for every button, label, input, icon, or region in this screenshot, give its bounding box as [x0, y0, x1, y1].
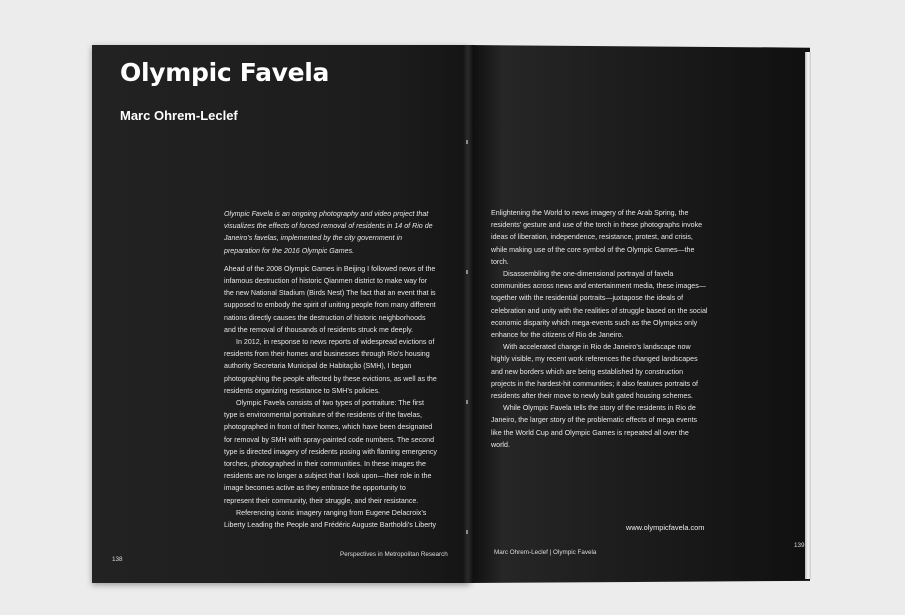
page-number-left: 138 [112, 556, 123, 563]
binding-stitch [466, 400, 468, 404]
right-text-column [491, 207, 708, 451]
binding-stitch [466, 270, 468, 274]
article-author: Marc Ohrem-Leclef [120, 108, 238, 123]
left-text-column [224, 208, 437, 531]
running-footer-right: Marc Ohrem-Leclef | Olympic Favela [494, 549, 597, 556]
body-paragraph: Referencing iconic imagery ranging from Eugene Delacroix’s Liberty Leading the People and Frédéric Auguste Bartholdi’s Liberty [224, 508, 437, 530]
project-url: www.olympicfavela.com [626, 523, 705, 532]
book-spine [462, 45, 474, 583]
body-paragraph: Ahead of the 2008 Olympic Games in Beijing I followed news of the infamous destruction of historic Qianmen district to make way for the new National Stadium (Birds Nest) The fact that an event that is supposed to embody the spirit of uniting people from many different nations directly causes the destruction of historic neighborhoods and the removal of thousands of residents struck me deeply. [224, 264, 436, 334]
intro-paragraph: Olympic Favela is an ongoing photography and video project that visualizes the effects of forced removal of residents in 14 of Rio de Janeiro’s favelas, implemented by the city government in preparation for the 2016 Olympic Games. [224, 210, 433, 255]
article-title: Olympic Favela [120, 58, 330, 87]
body-paragraph: Enlightening the World to news imagery of the Arab Spring, the residents’ gesture and use of the torch in these photographs invoke ideas of liberation, independence, resistance, protest, and crisis, while making use of the core symbol of the Olympic Games—the torch. [491, 209, 703, 266]
body-paragraph: In 2012, in response to news reports of widespread evictions of residents from their homes and businesses through Rio’s housing authority Secretaria Municipal de Habitação (SMH), I began photographing the people affected by these evictions, as well as the residents organizing resistance to SMH’s policies. [224, 338, 437, 395]
body-paragraph: Disassembling the one-dimensional portrayal of favela communities across news and entertainment media, these images—together with the residential portraits—juxtapose the ideals of celebration and unity with the realities of struggle based on the social economic disparity which mega-events such as the Olympics only enhance for the citizens of Rio de Janeiro. [491, 270, 708, 340]
body-paragraph: While Olympic Favela tells the story of the residents in Rio de Janeiro, the larger story of the problematic effects of mega events like the World Cup and Olympic Games is repeated all over the world. [491, 404, 698, 449]
binding-stitch [466, 140, 468, 144]
running-footer-left: Perspectives in Metropolitan Research [340, 551, 448, 558]
binding-stitch [466, 530, 468, 534]
body-paragraph: Olympic Favela consists of two types of portraiture: The first type is environmental portraiture of the residents of the favelas, photographed in front of their homes, which have been designated for removal by SMH with spray-painted code numbers. The second type is directed imagery of residents posing with flaming emergency torches, photographed in their communities. In these images the residents are no longer a subject that I look upon—their role in the image becomes active as they embrace the opportunity to represent their community, their struggle, and their resistance. [224, 399, 437, 505]
page-edge [805, 52, 811, 579]
page-number-right: 139 [794, 542, 805, 549]
body-paragraph: With accelerated change in Rio de Janeiro’s landscape now highly visible, my recent work references the changed landscapes and new borders which are being established by construction projects in the hardest-hit communities; it also features portraits of residents after their move to newly built gated housing schemes. [491, 343, 698, 401]
